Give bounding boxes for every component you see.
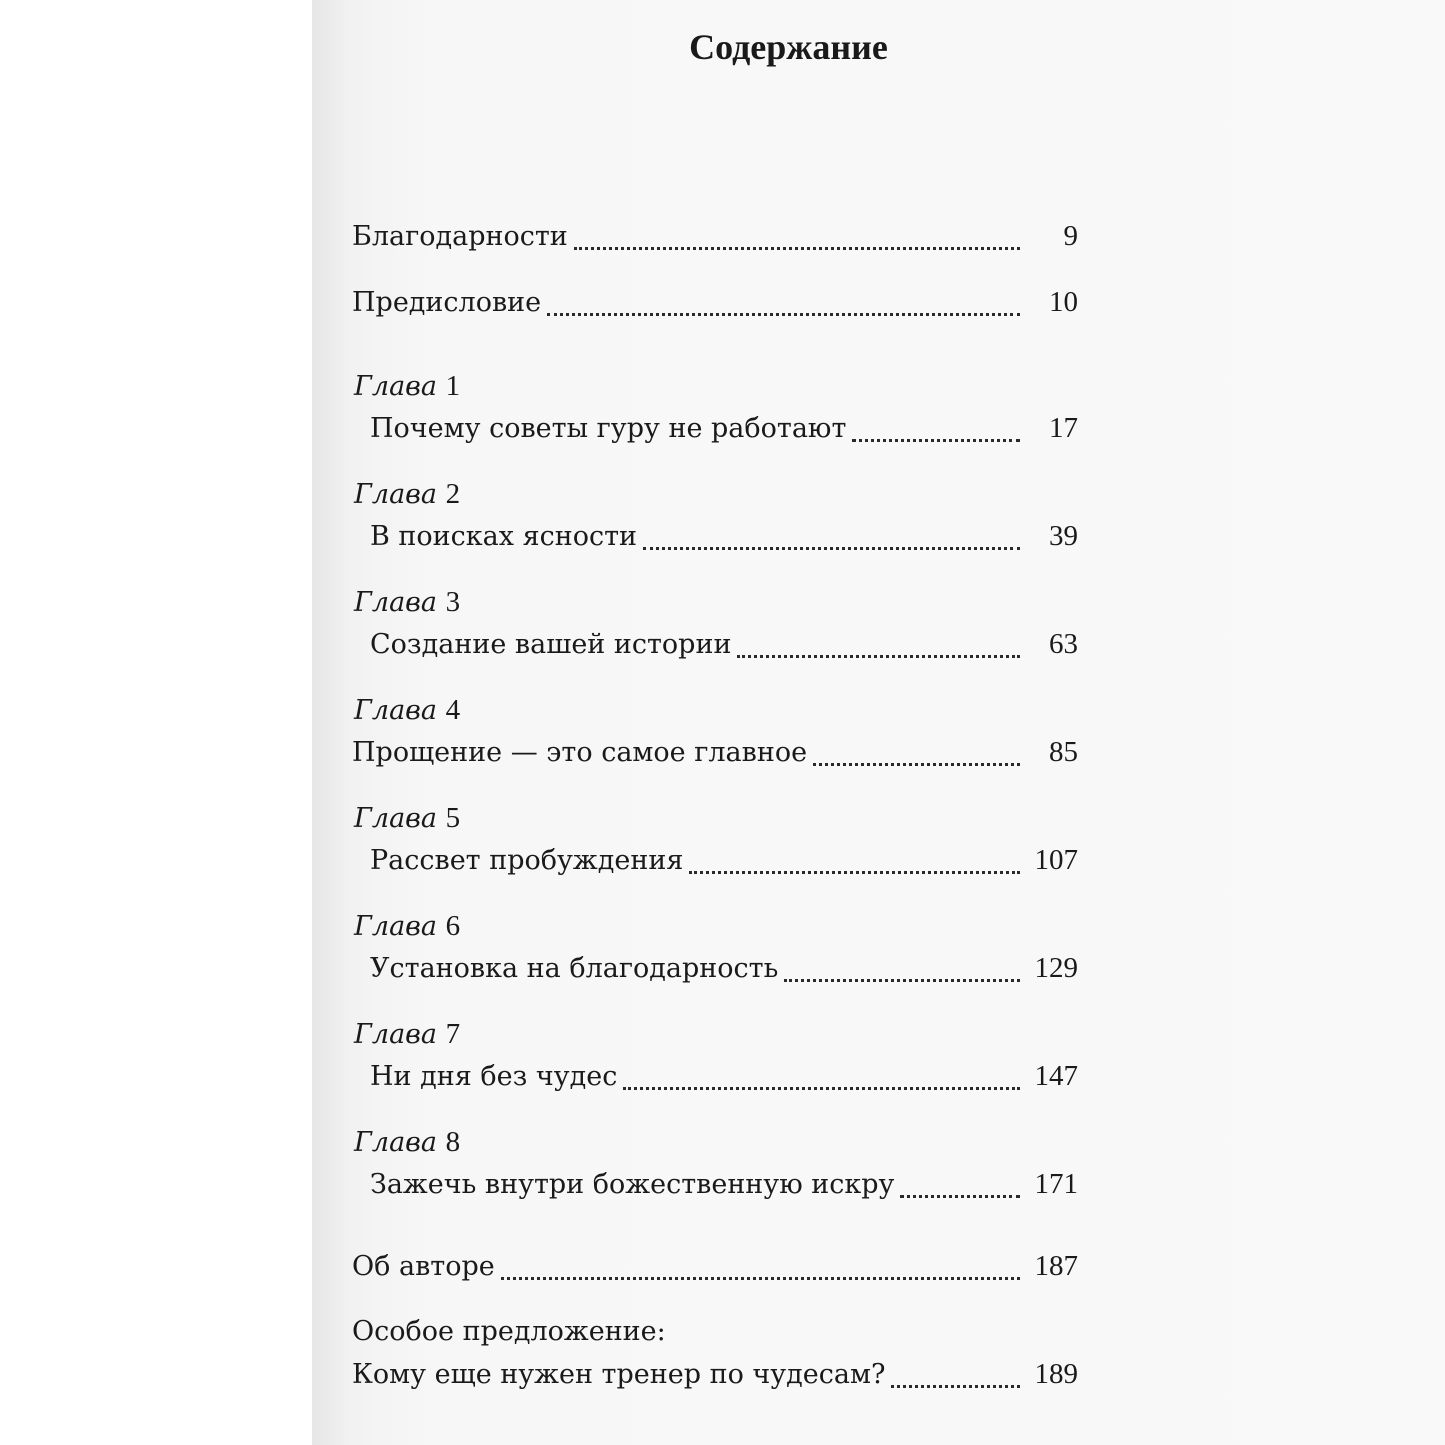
toc-page-number: 85: [1049, 736, 1078, 768]
chapter-label: [354, 802, 460, 835]
toc-page-number: 39: [1049, 520, 1078, 552]
toc-entry-chapter-6: [352, 952, 1078, 992]
chapter-label: [354, 370, 460, 403]
toc-entry-about-author: [352, 1250, 1078, 1290]
toc-entry-chapter-7: [352, 1060, 1078, 1100]
chapter-number: 6: [445, 910, 461, 942]
leader-dots: [643, 547, 1020, 550]
toc-page-number: 63: [1049, 628, 1078, 660]
toc-entry-title: Благодарности: [352, 221, 568, 252]
chapter-number: 2: [445, 478, 461, 510]
page-title: Содержание: [689, 27, 888, 67]
chapter-word: Глава: [354, 695, 437, 726]
leader-dots: [784, 979, 1020, 982]
toc-entry-chapter-5: [352, 844, 1078, 884]
chapter-word: Глава: [354, 1127, 437, 1158]
toc-page-number: 171: [1034, 1168, 1078, 1200]
toc-entry-title: Рассвет пробуждения: [370, 845, 684, 876]
chapter-number: 7: [445, 1018, 461, 1050]
leader-dots: [623, 1087, 1020, 1090]
chapter-word: Глава: [354, 479, 437, 510]
leader-dots: [900, 1195, 1020, 1198]
toc-page-number: 189: [1034, 1358, 1078, 1390]
special-offer-label: Особое предложение:: [352, 1316, 666, 1347]
chapter-number: 3: [445, 586, 461, 618]
toc-entry-title: Зажечь внутри божественную искру: [370, 1169, 895, 1200]
toc-page-number: 17: [1049, 412, 1078, 444]
chapter-word: Глава: [354, 587, 437, 618]
chapter-label: [354, 586, 460, 619]
chapter-number: 1: [445, 370, 461, 402]
toc-page-number: 129: [1034, 952, 1078, 984]
toc-page-number: 187: [1034, 1250, 1078, 1282]
chapter-label: [354, 694, 460, 727]
chapter-word: Глава: [354, 371, 437, 402]
leader-dots: [547, 313, 1020, 316]
toc-entry-title: Прощение — это самое главное: [352, 737, 808, 768]
chapter-label: [354, 478, 460, 511]
toc-entry-title: Создание вашей истории: [370, 629, 732, 660]
toc-entry-chapter-8: [352, 1168, 1078, 1208]
toc-entry-chapter-2: [352, 520, 1078, 560]
toc-entry-title: Почему советы гуру не работают: [370, 413, 847, 444]
toc-entry-preface: [352, 286, 1078, 326]
toc-page-number: 107: [1034, 844, 1078, 876]
leader-dots: [852, 439, 1020, 442]
toc-entry-chapter-3: [352, 628, 1078, 668]
leader-dots: [891, 1385, 1020, 1388]
toc-page-number: 147: [1034, 1060, 1078, 1092]
toc-entry-chapter-4: [352, 736, 1078, 776]
toc-entry-chapter-1: [352, 412, 1078, 452]
chapter-word: Глава: [354, 803, 437, 834]
toc-entry-acknowledgements: [352, 220, 1078, 260]
chapter-label: [354, 910, 460, 943]
toc-entry-special-offer: [352, 1358, 1078, 1398]
leader-dots: [574, 247, 1020, 250]
chapter-number: 4: [445, 694, 461, 726]
chapter-label: [354, 1126, 460, 1159]
toc-entry-title: Об авторе: [352, 1251, 495, 1282]
chapter-number: 5: [445, 802, 461, 834]
chapter-label: [354, 1018, 460, 1051]
leader-dots: [813, 763, 1020, 766]
chapter-word: Глава: [354, 911, 437, 942]
leader-dots: [689, 871, 1020, 874]
toc-entry-title: Предисловие: [352, 287, 542, 318]
toc-page-number: 10: [1049, 286, 1078, 318]
toc-entry-title: Установка на благодарность: [370, 953, 779, 984]
chapter-word: Глава: [354, 1019, 437, 1050]
toc-entry-title: В поисках ясности: [370, 521, 638, 552]
toc-entry-title: Кому еще нужен тренер по чудесам?: [352, 1359, 886, 1390]
leader-dots: [737, 655, 1020, 658]
toc-entry-title: Ни дня без чудес: [370, 1061, 618, 1092]
toc-page-number: 9: [1063, 220, 1078, 252]
leader-dots: [501, 1277, 1020, 1280]
chapter-number: 8: [445, 1126, 461, 1158]
book-page: [312, 0, 1445, 1445]
